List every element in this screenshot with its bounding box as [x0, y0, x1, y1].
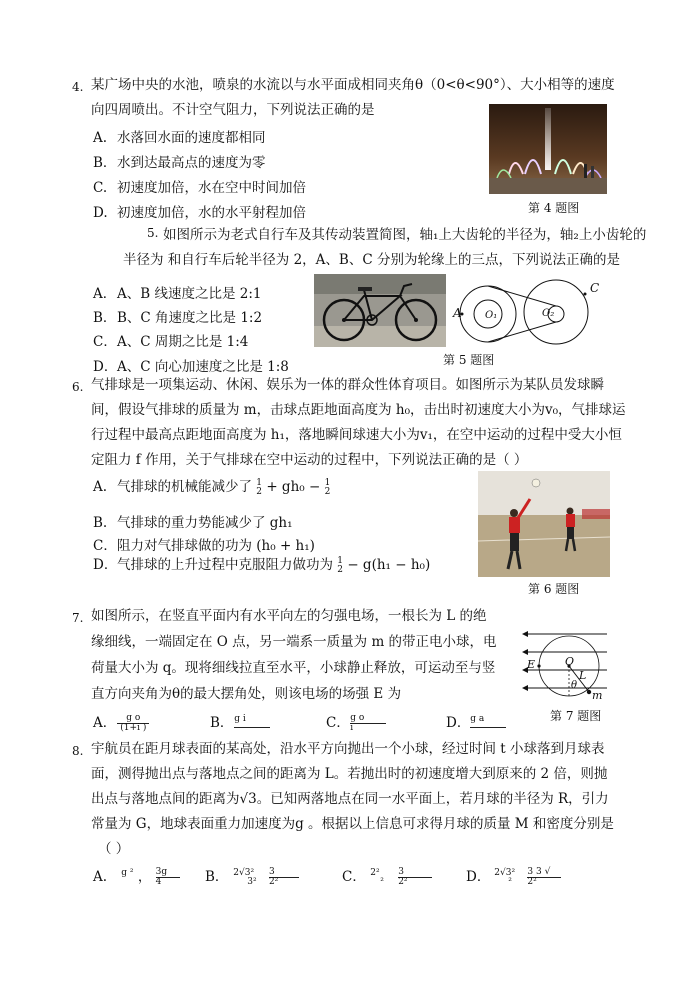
formula-fraction: [156, 868, 180, 887]
option-letter: D．: [446, 715, 471, 731]
fraction-denominator: 4: [156, 877, 180, 887]
formula-fraction: [233, 869, 256, 887]
fraction-numerator: 3: [268, 867, 275, 877]
q6-option-d[interactable]: [93, 553, 430, 575]
q6-option-b[interactable]: [93, 511, 293, 531]
q8-stem-line-1: 宇航员在距月球表面的某高处，沿水平方向抛出一个小球，经过时间 t 小球落到月球表: [91, 741, 605, 757]
option-letter: A．: [93, 715, 117, 731]
q4-option-d[interactable]: [93, 201, 306, 221]
option-letter: C．: [326, 715, 350, 731]
q4-figure-caption: 第 4 题图: [528, 201, 580, 215]
option-text: 气排球的上升过程中克服阻力做功为: [117, 557, 333, 573]
option-letter: A．: [93, 286, 117, 302]
option-text: B、C 角速度之比是 1:2: [117, 310, 263, 326]
volleyball-photo: [478, 471, 610, 577]
fraction-numerator: g o: [126, 713, 141, 723]
option-letter: C．: [93, 334, 117, 350]
fraction-denominator: ²: [508, 876, 512, 887]
q7-stem-line-1: 如图所示，在竖直平面内有水平向左的匀强电场，一根长为 L 的绝: [91, 608, 487, 624]
q8-option-b[interactable]: [205, 865, 299, 887]
q8-answer-blank: （ ）: [98, 841, 130, 857]
q7-option-b[interactable]: [210, 711, 270, 733]
q7-field-diagram: [519, 626, 611, 704]
option-letter: C．: [342, 869, 366, 885]
formula-fraction: [370, 869, 384, 887]
q5-figure-caption: 第 5 题图: [443, 353, 495, 367]
q7-option-d[interactable]: [446, 711, 506, 733]
formula-fraction: [398, 868, 432, 887]
q6-stem-line-3: 行过程中最高点距地面高度为 h₁，落地瞬间球速大小为v₁，在空中运动的过程中受大小恒: [91, 427, 622, 443]
q4-option-b[interactable]: [93, 151, 266, 171]
option-letter: A.: [93, 130, 108, 146]
q7-stem-line-3: 荷量大小为 q。现将细线拉直至水平，小球静止释放，可运动至与竖: [91, 660, 496, 676]
q8-option-d[interactable]: [466, 865, 561, 887]
q5-gear-diagram: [448, 276, 604, 348]
option-letter: B．: [210, 715, 234, 731]
q4-option-c[interactable]: [93, 176, 306, 196]
q6-figure-caption: 第 6 题图: [528, 582, 580, 596]
q8-option-c[interactable]: [342, 865, 432, 887]
point-a-label: A: [453, 306, 462, 320]
fraction-numerator: 3 3 √: [527, 867, 551, 877]
formula-fragment: − g(h₁ − h₀): [347, 557, 431, 573]
formula-fraction: 1 2: [256, 477, 263, 497]
option-text: 初速度加倍，水在空中时间加倍: [117, 180, 306, 196]
option-text: 水落回水面的速度都相同: [117, 130, 266, 146]
axis-o2-label: O₂: [542, 308, 555, 319]
q7-stem-line-2: 缘细线，一端固定在 O 点，另一端系一质量为 m 的带正电小球，电: [91, 634, 497, 650]
label-e: E: [527, 658, 536, 671]
fraction-denominator: (1+i ): [117, 723, 149, 733]
fraction-numerator: g o: [350, 713, 365, 723]
formula-fraction: [494, 869, 515, 887]
option-letter: B．: [93, 155, 117, 171]
fraction-numerator: 2√3²: [233, 867, 255, 878]
q4-number: 4.: [72, 80, 84, 94]
formula-fraction: 1 2: [337, 555, 344, 575]
formula-fraction: [470, 715, 506, 733]
q8-stem-line-2: 面，测得抛出点与落地点之间的距离为 L。若抛出时的初速度增大到原来的 2 倍，则抛: [91, 766, 608, 782]
option-letter: B.: [93, 515, 108, 531]
q5-number: 5.: [147, 226, 159, 240]
q7-option-a[interactable]: [93, 711, 149, 733]
q6-option-c[interactable]: [93, 534, 315, 554]
formula-fragment: + gh₀ −: [266, 479, 321, 495]
fraction-denominator: 2²: [398, 877, 432, 887]
q7-stem-line-4: 直方向夹角为θ的最大摆角处，则该电场的场强 E 为: [91, 686, 402, 702]
fraction-numerator: 3g: [155, 867, 168, 877]
option-text: 气排球的重力势能减少了 gh₁: [117, 515, 293, 531]
formula-fraction: [234, 715, 270, 733]
option-letter: C．: [93, 538, 117, 554]
option-text: 水到达最高点的速度为零: [117, 155, 266, 171]
formula-fraction: [350, 714, 386, 733]
q5-stem-line-1: 如图所示为老式自行车及其传动装置简图，轴₁上大齿轮的半径为，轴₂上小齿轮的: [163, 227, 647, 243]
q8-stem-line-3: 出点与落地点间的距离为√3。已知两落地点在同一水平面上，若月球的半径为 R，引力: [91, 791, 609, 807]
option-letter: D.: [93, 205, 108, 221]
option-letter: B．: [205, 869, 229, 885]
option-letter: D．: [93, 359, 118, 375]
formula-fraction: 1 2: [324, 477, 331, 497]
fraction-denominator: 2²: [527, 877, 561, 887]
fraction-numerator: 2√3²: [494, 867, 516, 878]
option-text: A、C 周期之比是 1:4: [117, 334, 249, 350]
q5-option-b[interactable]: [93, 306, 262, 326]
q6-number: 6.: [72, 380, 84, 394]
point-c-label: C: [590, 281, 600, 295]
q8-stem-line-4: 常量为 G，地球表面重力加速度为g 。根据以上信息可求得月球的质量 M 和密度分别是: [91, 816, 614, 832]
fraction-denominator: 2²: [269, 877, 299, 887]
option-letter: A.: [93, 479, 108, 495]
fraction-denominator: 3²: [247, 876, 257, 887]
q5-option-d[interactable]: [93, 355, 289, 375]
option-text: 阻力对气排球做的功为 (h₀ + h₁): [117, 538, 315, 554]
fraction-bar: [470, 726, 506, 728]
label-m: m: [592, 689, 603, 702]
q4-option-a[interactable]: [93, 126, 266, 146]
q5-option-c[interactable]: [93, 330, 248, 350]
q6-stem-line-1: 气排球是一项集运动、休闲、娱乐为一体的群众性体育项目。如图所示为某队员发球瞬: [91, 377, 604, 393]
axis-o1-label: O₁: [485, 310, 498, 321]
option-text: A、B 线速度之比是 2:1: [117, 286, 262, 302]
option-letter: C.: [93, 180, 108, 196]
q7-figure-caption: 第 7 题图: [550, 709, 602, 723]
q8-number: 8.: [72, 744, 84, 758]
fraction-numerator: g ²: [121, 867, 134, 878]
formula-fragment: ，: [137, 869, 152, 885]
q6-stem-line-4: 定阻力 f 作用，关于气排球在空中运动的过程中，下列说法正确的是（ ）: [91, 452, 528, 468]
option-text: A、C 向心加速度之比是 1:8: [117, 359, 289, 375]
q4-stem-line-2: 向四周喷出。不计空气阻力，下列说法正确的是: [91, 102, 375, 118]
option-letter: A.: [93, 869, 108, 885]
q4-stem-line-1: 某广场中央的水池，喷泉的水流以与水平面成相同夹角θ（0<θ<90°）、大小相等的速度: [91, 77, 615, 93]
label-l: L: [579, 669, 587, 682]
q7-number: 7.: [72, 611, 84, 625]
fraction-denominator: ²: [380, 876, 384, 887]
formula-fraction: [117, 714, 149, 733]
bicycle-photo: [314, 274, 446, 347]
option-text: 气排球的机械能减少了: [117, 479, 252, 495]
q8-option-a[interactable]: [93, 865, 180, 887]
fraction-denominator: i: [350, 723, 386, 733]
formula-fraction: [121, 869, 133, 887]
q5-option-a[interactable]: [93, 282, 261, 302]
formula-fraction: [269, 868, 299, 887]
label-theta: θ: [571, 680, 578, 691]
q6-stem-line-2: 间，假设气排球的质量为 m，击球点距地面高度为 h₀，击出时初速度大小为v₀，气排球运: [91, 402, 626, 418]
q7-option-c[interactable]: [326, 711, 386, 733]
q6-option-a[interactable]: [93, 475, 330, 497]
label-o: O: [565, 655, 575, 668]
fraction-numerator: g i: [234, 713, 246, 724]
formula-fraction: [527, 868, 561, 887]
option-letter: D．: [466, 869, 491, 885]
q5-stem-line-2: 半径为 和自行车后轮半径为 2，A、B、C 分别为轮缘上的三点，下列说法正确的是: [123, 252, 620, 268]
fraction-numerator: 2²: [370, 867, 380, 878]
option-letter: D．: [93, 557, 118, 573]
fountain-photo: [489, 104, 607, 194]
fraction-bar: [234, 726, 270, 728]
fraction-numerator: g a: [470, 713, 485, 724]
option-letter: B．: [93, 310, 117, 326]
option-text: 初速度加倍，水的水平射程加倍: [117, 205, 306, 221]
fraction-numerator: 3: [398, 867, 404, 877]
